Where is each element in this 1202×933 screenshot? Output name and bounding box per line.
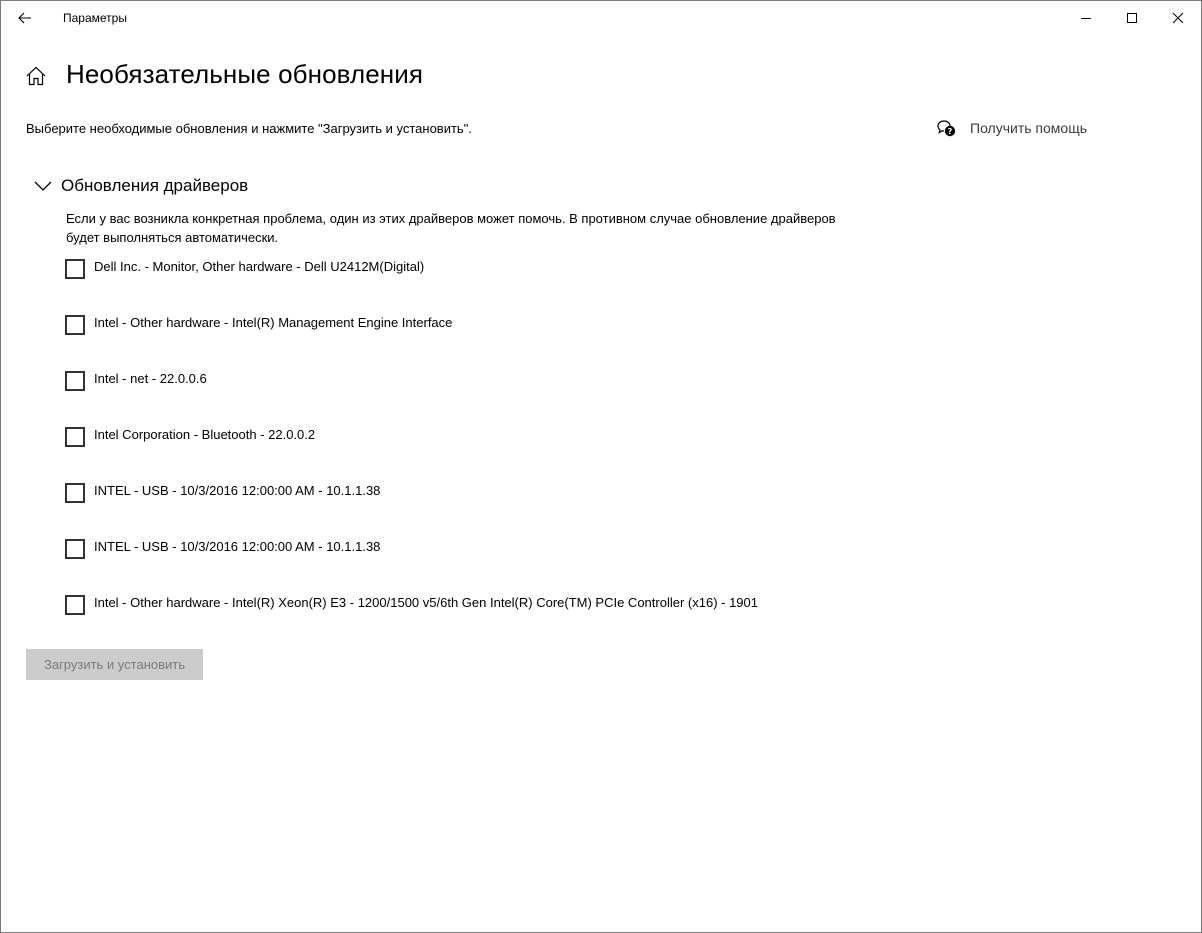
driver-item[interactable]	[65, 258, 758, 314]
home-icon	[25, 65, 47, 87]
app-title: Параметры	[63, 11, 127, 25]
driver-label: Intel - Other hardware - Intel(R) Management Engine Interface	[94, 315, 453, 330]
maximize-icon	[1126, 12, 1138, 24]
minimize-icon	[1080, 12, 1092, 24]
driver-item[interactable]	[65, 594, 758, 650]
title-bar	[1, 1, 1201, 35]
section-description: Если у вас возникла конкретная проблема, один из этих драйверов может помочь. В противном случае обновление драйверов будет выполняться автоматически.	[66, 211, 836, 245]
svg-text:?: ?	[947, 127, 953, 136]
chevron-down-icon	[33, 179, 53, 193]
driver-label: INTEL - USB - 10/3/2016 12:00:00 AM - 10.1.1.38	[94, 539, 381, 554]
driver-updates-section-toggle[interactable]	[33, 176, 248, 196]
driver-item[interactable]	[65, 370, 758, 426]
back-button[interactable]	[9, 3, 41, 33]
driver-label: Dell Inc. - Monitor, Other hardware - Dell U2412M(Digital)	[94, 259, 425, 274]
driver-item[interactable]	[65, 426, 758, 482]
driver-checkbox[interactable]	[65, 427, 85, 447]
driver-list	[65, 258, 758, 650]
driver-label: Intel - net - 22.0.0.6	[94, 371, 207, 386]
download-install-button[interactable]: Загрузить и установить	[26, 649, 203, 680]
driver-checkbox[interactable]	[65, 483, 85, 503]
driver-item[interactable]	[65, 482, 758, 538]
chat-help-icon	[937, 119, 957, 137]
driver-checkbox[interactable]	[65, 259, 85, 279]
section-title: Обновления драйверов	[61, 176, 249, 195]
driver-checkbox[interactable]	[65, 539, 85, 559]
driver-checkbox[interactable]	[65, 595, 85, 615]
driver-item[interactable]	[65, 538, 758, 594]
close-button[interactable]	[1155, 1, 1201, 35]
close-icon	[1172, 12, 1184, 24]
driver-checkbox[interactable]	[65, 371, 85, 391]
instructions-text: Выберите необходимые обновления и нажмите "Загрузить и установить".	[26, 121, 472, 136]
home-button[interactable]	[25, 65, 47, 87]
driver-checkbox[interactable]	[65, 315, 85, 335]
driver-label: INTEL - USB - 10/3/2016 12:00:00 AM - 10.1.1.38	[94, 483, 381, 498]
minimize-button[interactable]	[1063, 1, 1109, 35]
driver-label: Intel - Other hardware - Intel(R) Xeon(R) E3 - 1200/1500 v5/6th Gen Intel(R) Core(TM) PCIe Controller (x16) - 1901	[94, 595, 758, 610]
page-title: Необязательные обновления	[66, 59, 424, 89]
get-help-link[interactable]	[937, 119, 1087, 137]
driver-item[interactable]	[65, 314, 758, 370]
get-help-label: Получить помощь	[970, 120, 1088, 136]
maximize-button[interactable]	[1109, 1, 1155, 35]
back-arrow-icon	[18, 12, 32, 24]
driver-label: Intel Corporation - Bluetooth - 22.0.0.2	[94, 427, 316, 442]
